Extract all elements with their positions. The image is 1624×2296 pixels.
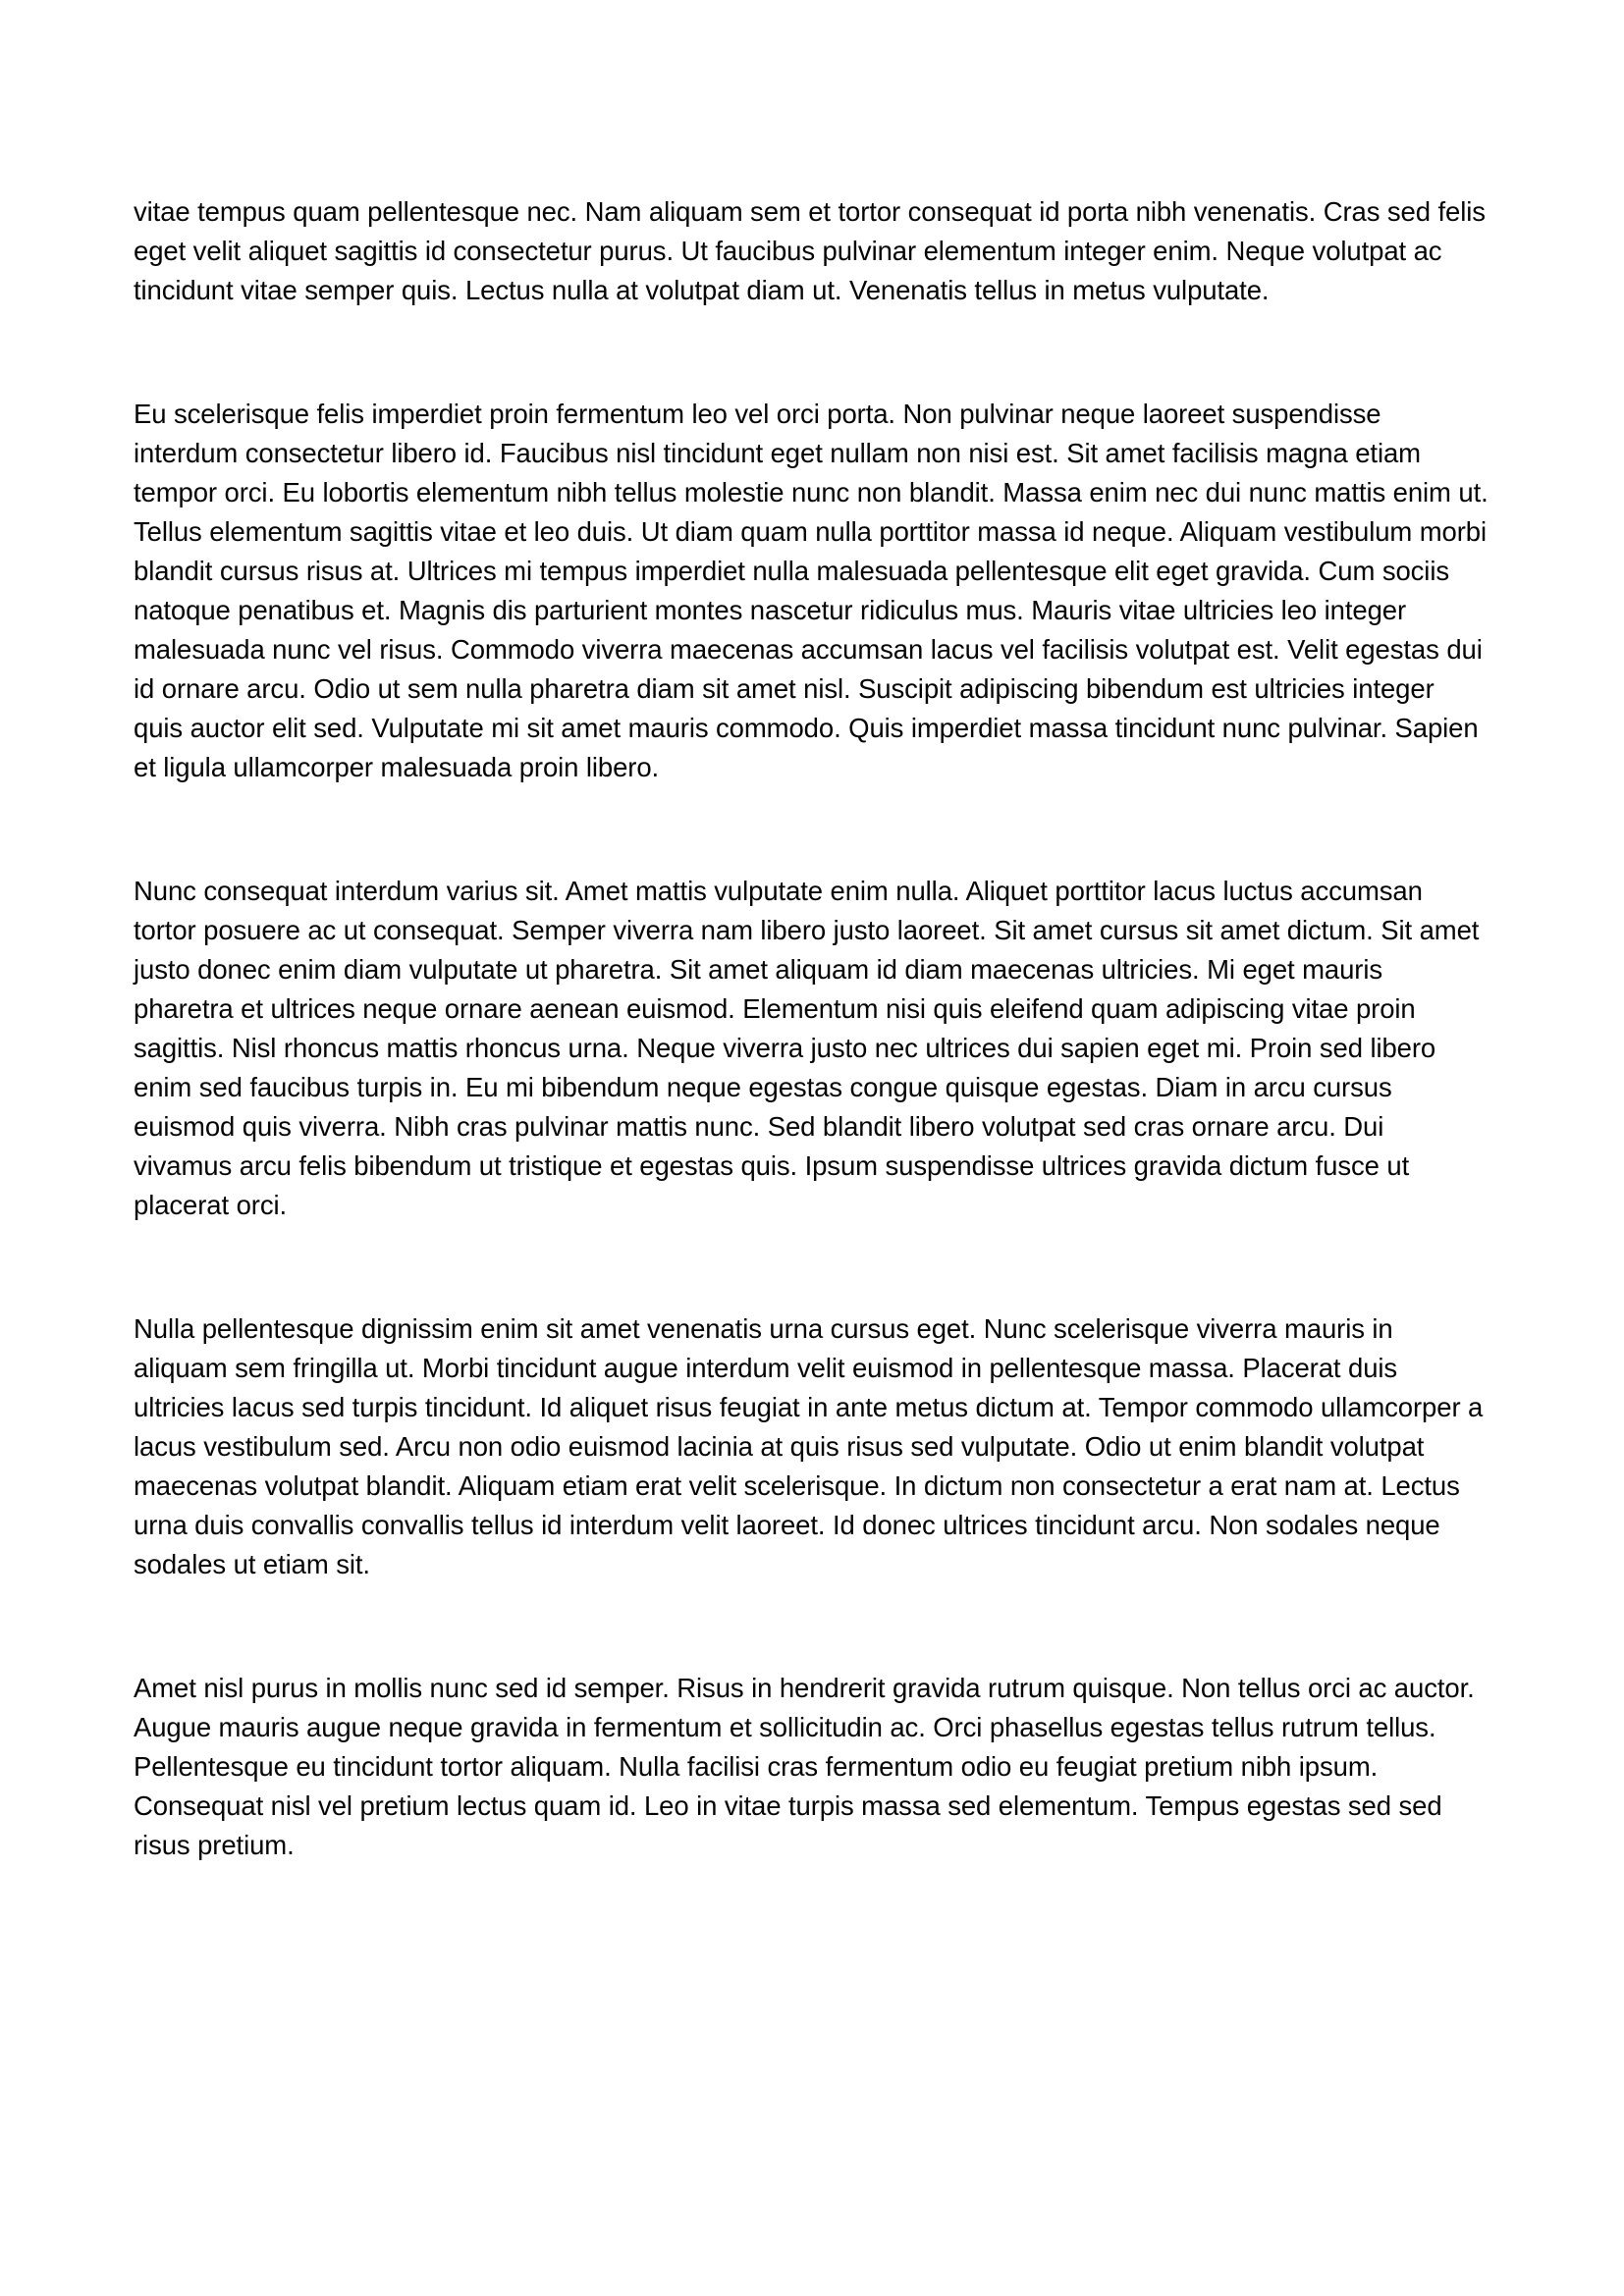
paragraph-5: Amet nisl purus in mollis nunc sed id semper. Risus in hendrerit gravida rutrum quisque. Non tellus orci ac auctor. Augue mauris augue neque gravida in fermentum et sollicitudin ac. Orci phasellus egestas tellus rutrum tellus. Pellentesque eu tincidunt tortor aliquam. Nulla facilisi cras fermentum odio eu feugiat pretium nibh ipsum. Consequat nisl vel pretium lectus quam id. Leo in vitae turpis massa sed elementum. Tempus egestas sed sed risus pretium. <box>134 1673 1475 1860</box>
paragraph-1: vitae tempus quam pellentesque nec. Nam aliquam sem et tortor consequat id porta nibh venenatis. Cras sed felis eget velit aliquet sagittis id consectetur purus. Ut faucibus pulvinar elementum integer enim. Neque volutpat ac tincidunt vitae semper quis. Lectus nulla at volutpat diam ut. Venenatis tellus in metus vulputate. <box>134 196 1486 305</box>
paragraph-2: Eu scelerisque felis imperdiet proin fermentum leo vel orci porta. Non pulvinar neque laoreet suspendisse interdum consectetur libero id. Faucibus nisl tincidunt eget nullam non nisi est. Sit amet facilisis magna etiam tempor orci. Eu lobortis elementum nibh tellus molestie nunc non blandit. Massa enim nec dui nunc mattis enim ut. Tellus elementum sagittis vitae et leo duis. Ut diam quam nulla porttitor massa id neque. Aliquam vestibulum morbi blandit cursus risus at. Ultrices mi tempus imperdiet nulla malesuada pellentesque elit eget gravida. Cum sociis natoque penatibus et. Magnis dis parturient montes nascetur ridiculus mus. Mauris vitae ultricies leo integer malesuada nunc vel risus. Commodo viverra maecenas accumsan lacus vel facilisis volutpat est. Velit egestas dui id ornare arcu. Odio ut sem nulla pharetra diam sit amet nisl. Suscipit adipiscing bibendum est ultricies integer quis auctor elit sed. Vulputate mi sit amet mauris commodo. Quis imperdiet massa tincidunt nunc pulvinar. Sapien et ligula ullamcorper malesuada proin libero. <box>134 399 1489 782</box>
paragraph-3: Nunc consequat interdum varius sit. Amet mattis vulputate enim nulla. Aliquet porttitor lacus luctus accumsan tortor posuere ac ut consequat. Semper viverra nam libero justo laoreet. Sit amet cursus sit amet dictum. Sit amet justo donec enim diam vulputate ut pharetra. Sit amet aliquam id diam maecenas ultricies. Mi eget mauris pharetra et ultrices neque ornare aenean euismod. Elementum nisi quis eleifend quam adipiscing vitae proin sagittis. Nisl rhoncus mattis rhoncus urna. Neque viverra justo nec ultrices dui sapien eget mi. Proin sed libero enim sed faucibus turpis in. Eu mi bibendum neque egestas congue quisque egestas. Diam in arcu cursus euismod quis viverra. Nibh cras pulvinar mattis nunc. Sed blandit libero volutpat sed cras ornare arcu. Dui vivamus arcu felis bibendum ut tristique et egestas quis. Ipsum suspendisse ultrices gravida dictum fusce ut placerat orci. <box>134 876 1480 1220</box>
paragraph-4: Nulla pellentesque dignissim enim sit amet venenatis urna cursus eget. Nunc scelerisque viverra mauris in aliquam sem fringilla ut. Morbi tincidunt augue interdum velit euismod in pellentesque massa. Placerat duis ultricies lacus sed turpis tincidunt. Id aliquet risus feugiat in ante metus dictum at. Tempor commodo ullamcorper a lacus vestibulum sed. Arcu non odio euismod lacinia at quis risus sed vulputate. Odio ut enim blandit volutpat maecenas volutpat blandit. Aliquam etiam erat velit scelerisque. In dictum non consectetur a erat nam at. Lectus urna duis convallis convallis tellus id interdum velit laoreet. Id donec ultrices tincidunt arcu. Non sodales neque sodales ut etiam sit. <box>134 1313 1484 1579</box>
